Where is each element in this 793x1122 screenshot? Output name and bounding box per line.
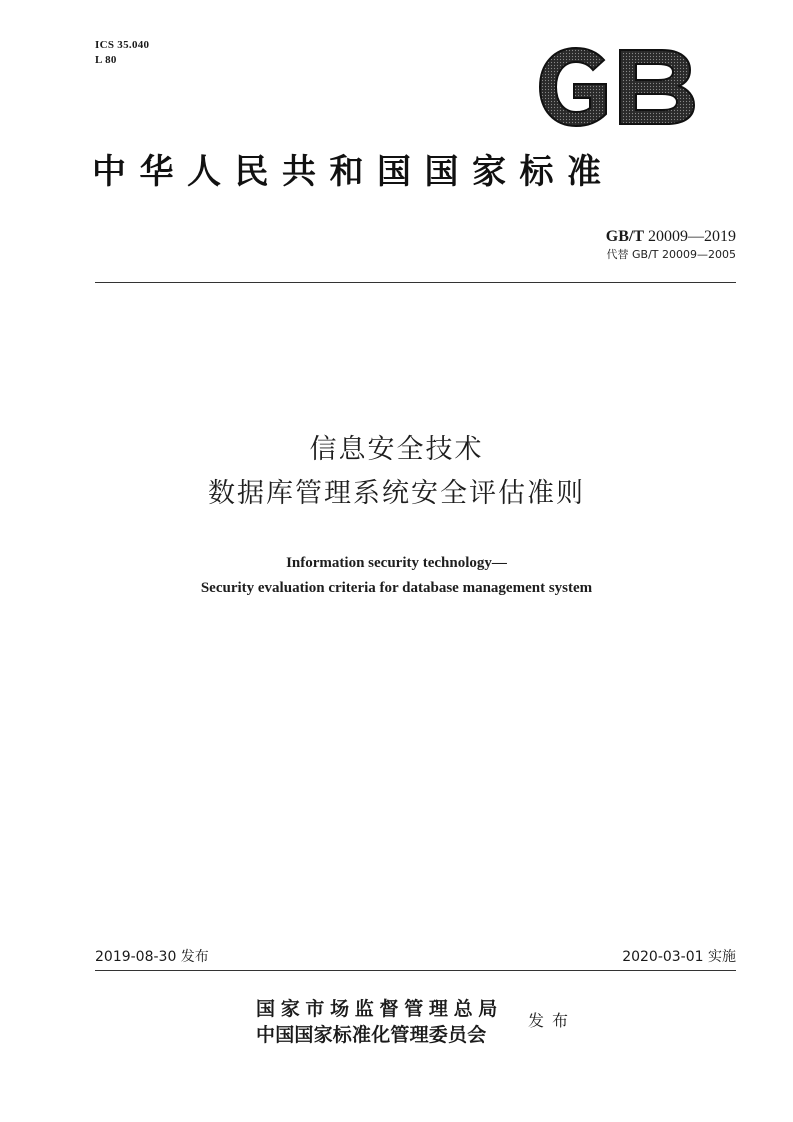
classification-codes: [95, 38, 149, 68]
replaces-standard: 代替 GB/T 20009—2005: [606, 248, 736, 261]
standard-number-block: [606, 227, 736, 262]
chinese-title-line2: 数据库管理系统安全评估准则: [208, 478, 585, 509]
issuer-sac: 中国国家标准化管理委员会: [256, 1024, 487, 1046]
issue-action: 发布: [528, 1011, 577, 1030]
header-divider: [95, 282, 736, 283]
chinese-title-line1: 信息安全技术: [309, 434, 484, 465]
chinese-title: [0, 428, 793, 516]
english-title-line2: Security evaluation criteria for database management system: [200, 580, 593, 596]
implementation-date: 2020-03-01 实施: [622, 949, 736, 965]
issue-date: 2019-08-30 发布: [95, 949, 209, 965]
issuer-samr: 国家市场监督管理总局: [256, 998, 504, 1020]
english-title-line1: Information security technology—: [286, 555, 507, 571]
gb-logo-icon: [538, 46, 696, 128]
ics-code: ICS 35.040: [95, 39, 150, 51]
standard-prefix: GB/T: [605, 228, 644, 245]
standard-code: 20009—2019: [648, 228, 736, 245]
ccs-code: L 80: [95, 54, 117, 66]
footer-divider: [95, 970, 736, 971]
english-title: [0, 551, 793, 601]
issuing-authorities: [256, 996, 503, 1048]
standard-number: [606, 227, 736, 247]
standard-category: 中华人民共和国国家标准: [92, 152, 615, 192]
